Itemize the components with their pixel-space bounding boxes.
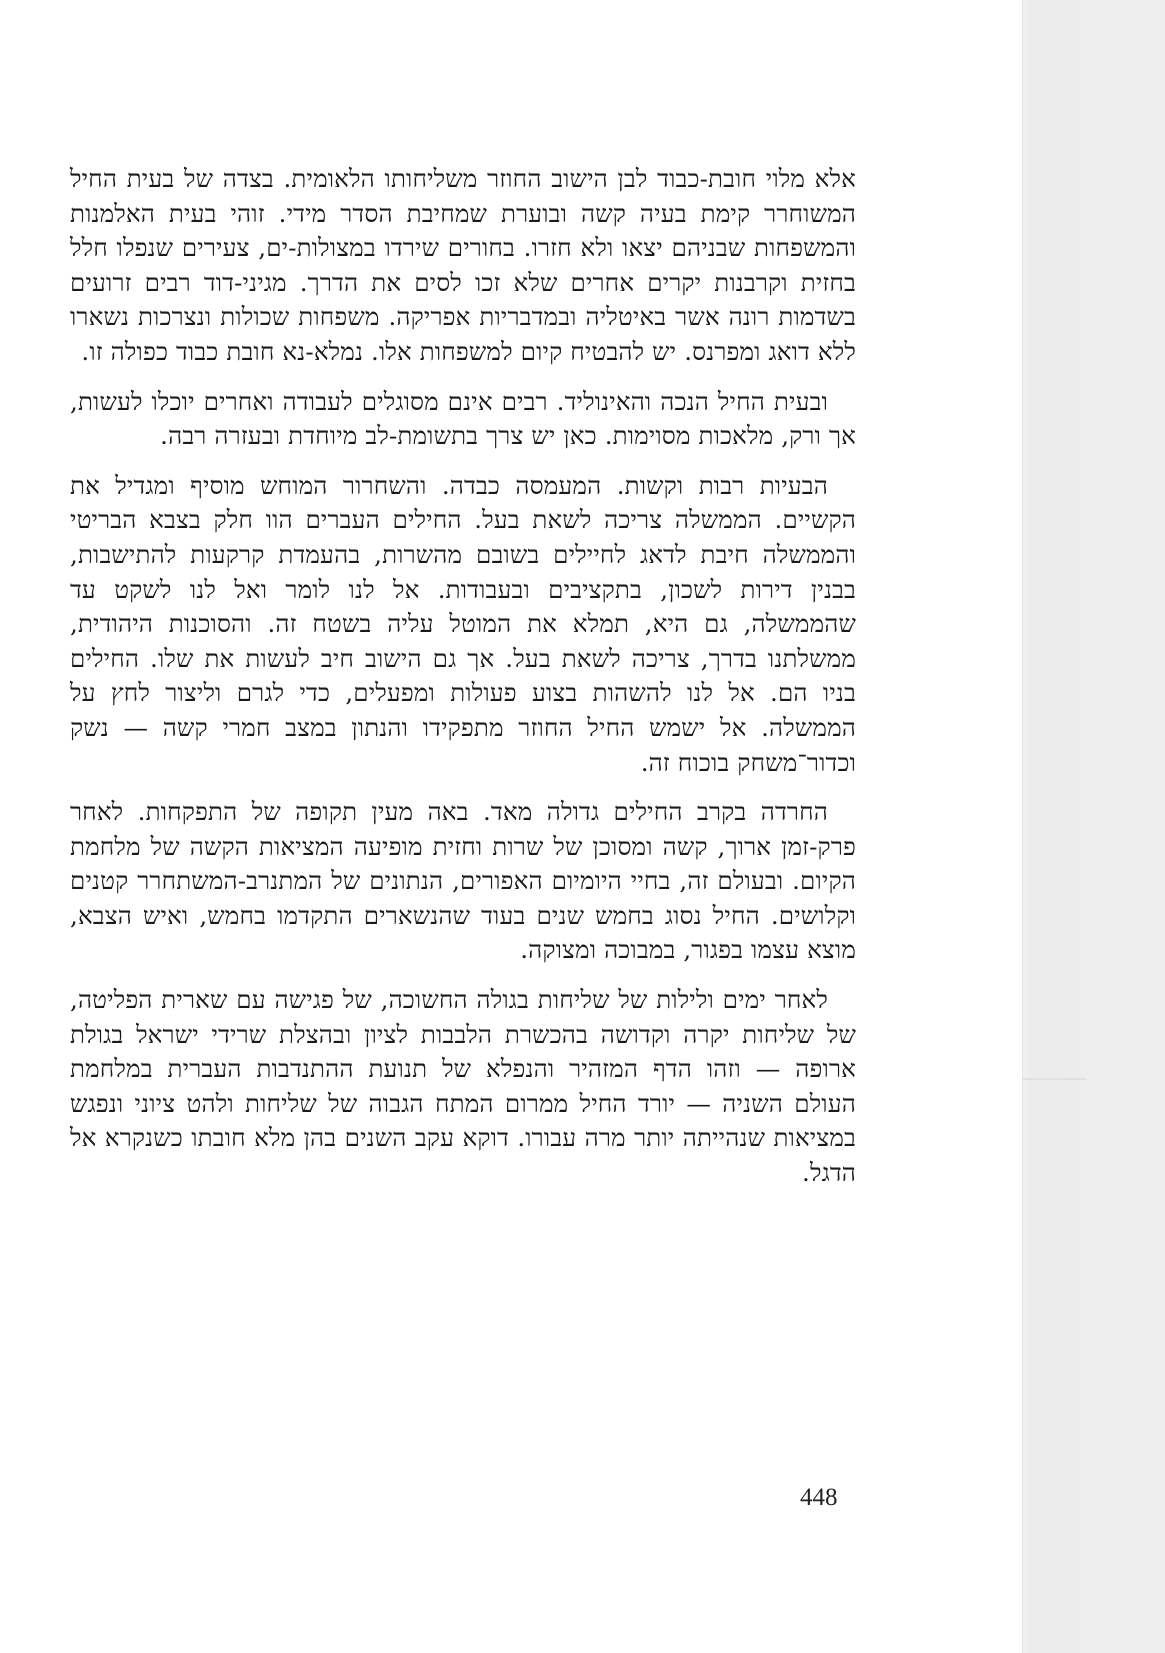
paragraph-5: לאחר ימים ולילות של שליחות בגולה החשוכה, של פגישה עם שארית הפליטה, של שליחות יקרה וקדושה בהכשרת הלבבות לציון ובהצלת שרידי ישראל בגולת ארופה — וזהו הדף המזהיר והנפלא של תנועת ההתנדבות העברית במלחמת העולם השניה — יורד החיל ממרום המתח הגבוה של שליחות ולהט ציוני ונפגש במציאות שנהייתה יותר מרה עבורו. דוקא עקב השנים בהן מלא חובתו כשנקרא אל הדגל. <box>70 985 856 1188</box>
paragraph-1: אלא מלוי חובת-כבוד לבן הישוב החוזר משליחותו הלאומית. בצדה של בעית החיל המשוחרר קימת בעיה קשה ובוערת שמחיבת הסדר מידי. זוהי בעית האלמנות והמשפחות שבניהם יצאו ולא חזרו. בחורים שירדו במצולות-ים, צעירים שנפלו חלל בחזית וקרבנות יקרים אחרים שלא זכו לסים את הדרך. מגיני-דוד רבים זרועים בשדמות רונה אשר באיטליה ובמדבריות אפריקה. משפחות שכולות ונצרכות נשארו ללא דואג ומפרנס. יש להבטיח קיום למשפחות אלו. נמלא-נא חובת כבוד כפולה זו. <box>70 164 856 366</box>
paragraph-4: החרדה בקרב החילים גדולה מאד. באה מעין תקופה של התפקחות. לאחר פרק-זמן ארוך, קשה ומסוכן של שרות וחזית מופיעה המציאות הקשה של מלחמת הקיום. ובעולם זה, בחיי היומיום האפורים, הנתונים של המתנרב-המשתחרר קטנים וקלושים. החיל נסוג בחמש שנים בעוד שהנשארים התקדמו בחמש, ואיש הצבא, מוצא עצמו בפגור, במבוכה ומצוקה. <box>70 797 856 965</box>
paragraph-3: הבעיות רבות וקשות. המעמסה כבדה. והשחרור המוחש מוסיף ומגדיל את הקשיים. הממשלה צריכה לשאת בעל. החילים העברים הוו חלק בצבא הבריטי והממשלה חיבת לדאג לחיילים בשובם מהשרות, בהעמדת קרקעות להתישבות, בבנין דירות לשכון, בתקציבים ובעבודות. אל לנו לומר ואל לנו לשקט עד שהממשלה, גם היא, תמלא את המוטל עליה בשטח זה. והסוכנות היהודית, ממשלתנו בדרך, צריכה לשאת בעל. אך גם הישוב חיב לעשות את שלו. החילים בניו הם. אל לנו להשהות בצוע פעולות ומפעלים, כדי לגרם וליצור לחץ על הממשלה. אל ישמש החיל החוזר מתפקידו והנתון במצב חמרי קשה — נשק וכדור־משחק בוכוח זה. <box>70 470 856 777</box>
edge-mark <box>1023 1078 1087 1080</box>
paragraph-2: ובעית החיל הנכה והאינוליד. רבים אינם מסוגלים לעבודה ואחרים יוכלו לעשות, אך ורק, מלאכות מסוימות. כאן יש צרך בתשומת-לב מיוחדת ובעזרה רבה. <box>70 386 856 451</box>
page-number: 448 <box>800 1484 838 1511</box>
body-text <box>70 162 856 1206</box>
page-edge-shadow <box>1022 0 1165 1653</box>
